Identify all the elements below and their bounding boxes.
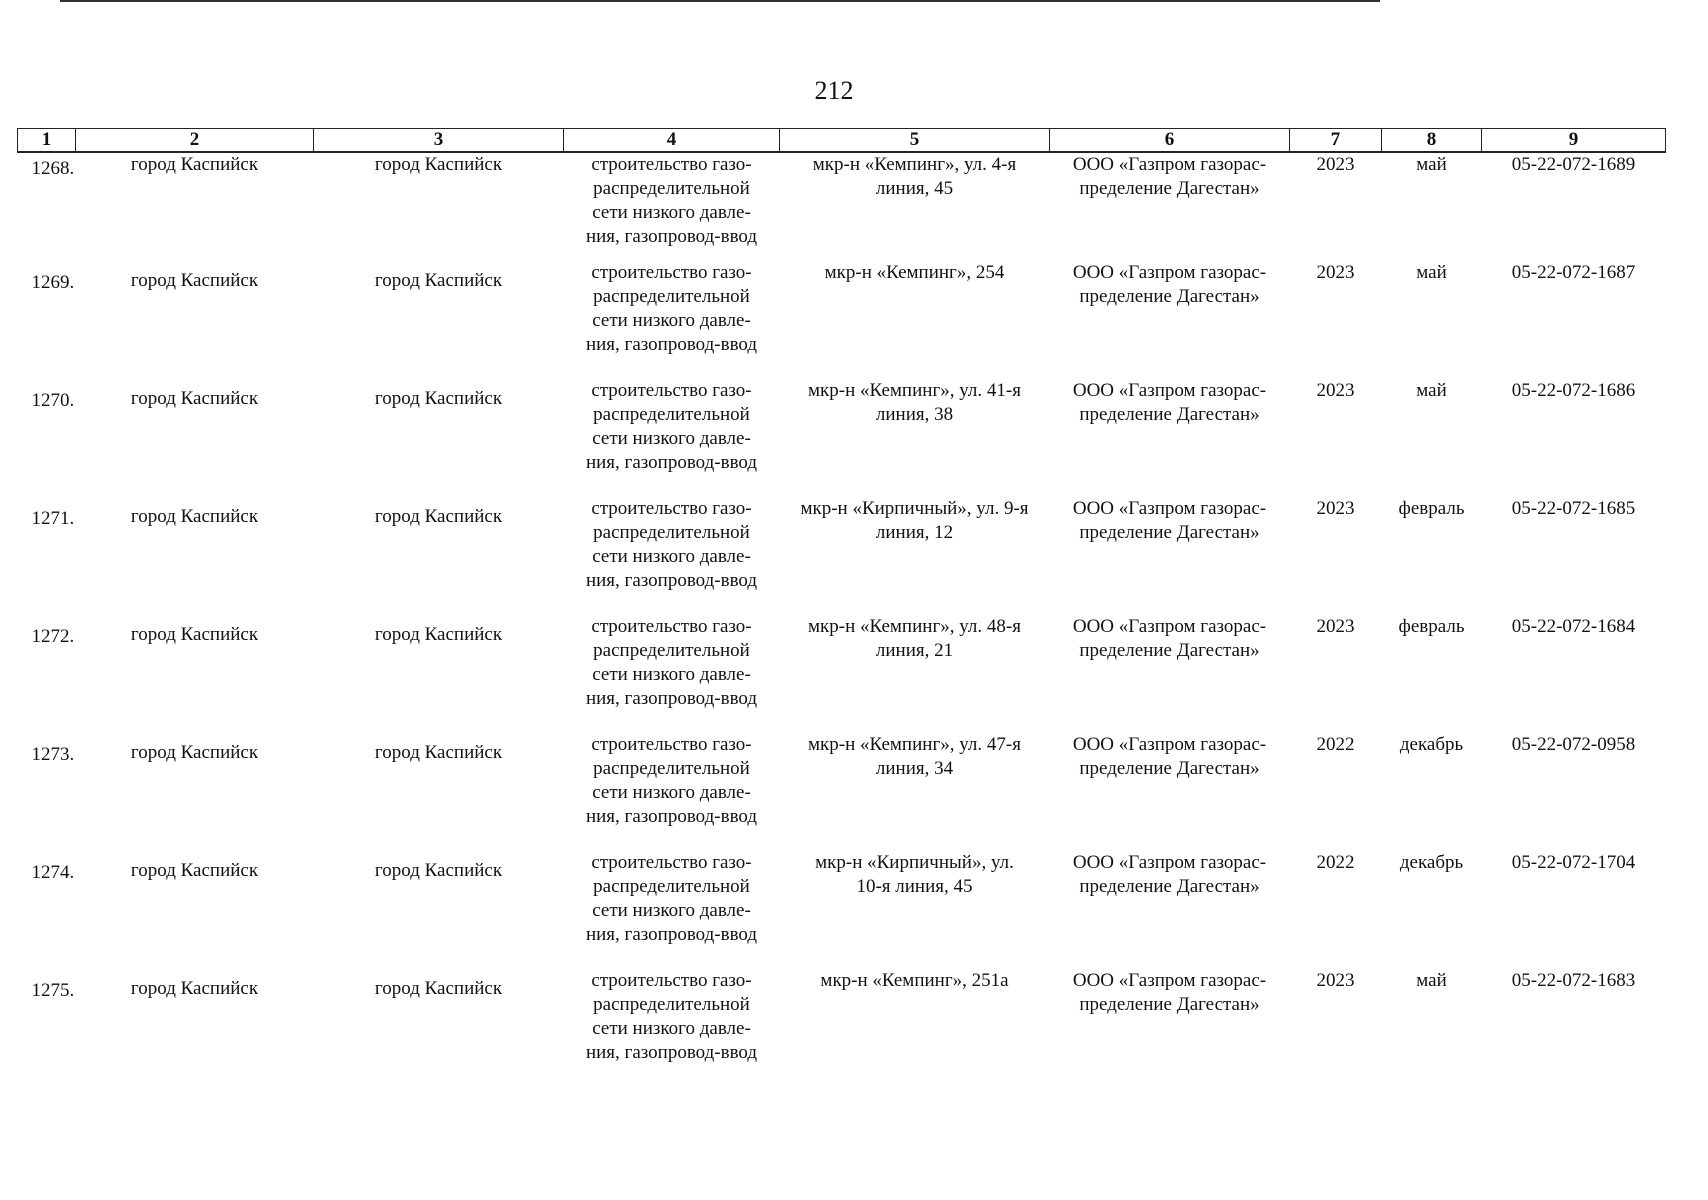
work-description-line: строительство газо- [591,380,752,401]
work-description-line: распределительной [593,876,750,897]
column-header-6: 6 [1050,129,1290,153]
district-name: город Каспийск [130,388,259,409]
column-header-8: 8 [1382,129,1482,153]
column-header-7: 7 [1290,129,1382,153]
organization [1050,613,1290,731]
column-header-3: 3 [314,129,564,153]
address-line: линия, 21 [875,640,954,661]
work-description-line: ния, газопровод-ввод [585,226,758,247]
work-description-line: сети низкого давле- [592,1018,751,1039]
registry-code: 05-22-072-1687 [1511,262,1636,283]
work-description [564,967,780,1085]
row-number: 1269. [31,272,75,293]
address-line: мкр-н «Кирпичный», ул. [815,852,1014,873]
work-description-line: распределительной [593,994,750,1015]
table-row [18,849,1666,967]
registry-code: 05-22-072-1686 [1511,380,1636,401]
work-description-line: ния, газопровод-ввод [585,334,758,355]
address-line: мкр-н «Кирпичный», ул. 9-я [800,498,1029,519]
year: 2023 [1316,262,1355,283]
settlement-name: город Каспийск [374,742,503,763]
scan-edge [60,0,1380,2]
row-number: 1272. [31,626,75,647]
organization [1050,495,1290,613]
row-number: 1270. [31,390,75,411]
table-row [18,152,1666,259]
work-description-line: строительство газо- [591,262,752,283]
year: 2022 [1316,852,1355,873]
address [780,377,1050,495]
organization [1050,152,1290,259]
year: 2023 [1316,380,1355,401]
table-row [18,259,1666,377]
registry-code: 05-22-072-0958 [1511,734,1636,755]
organization-line: пределение Дагестан» [1079,522,1260,543]
organization-line: пределение Дагестан» [1079,404,1260,425]
registry-code: 05-22-072-1704 [1511,852,1636,873]
settlement-name: город Каспийск [374,388,503,409]
organization-line: пределение Дагестан» [1079,178,1260,199]
work-description-line: ния, газопровод-ввод [585,806,758,827]
column-header-4: 4 [564,129,780,153]
settlement-name: город Каспийск [374,978,503,999]
work-description-line: сети низкого давле- [592,310,751,331]
address-line: мкр-н «Кемпинг», ул. 48-я [808,616,1021,637]
organization-line: ООО «Газпром газорас- [1072,262,1267,283]
organization-line: пределение Дагестан» [1079,640,1260,661]
table-row [18,377,1666,495]
work-description [564,377,780,495]
work-description-line: ния, газопровод-ввод [585,688,758,709]
row-number: 1271. [31,508,75,529]
address-line: мкр-н «Кемпинг», 254 [824,262,1005,283]
registry-code: 05-22-072-1689 [1511,154,1636,175]
organization-line: ООО «Газпром газорас- [1072,734,1267,755]
registry-code: 05-22-072-1684 [1511,616,1636,637]
month: май [1416,154,1447,175]
organization [1050,849,1290,967]
district-name: город Каспийск [130,860,259,881]
column-header-1: 1 [18,129,76,153]
work-description-line: распределительной [593,286,750,307]
address [780,259,1050,377]
district-name: город Каспийск [130,742,259,763]
work-description-line: ния, газопровод-ввод [585,452,758,473]
organization [1050,377,1290,495]
settlement-name: город Каспийск [374,624,503,645]
work-description-line: строительство газо- [591,154,752,175]
work-description-line: распределительной [593,178,750,199]
month: февраль [1398,616,1465,637]
address [780,495,1050,613]
work-description-line: ния, газопровод-ввод [585,924,758,945]
month: декабрь [1399,734,1464,755]
work-description-line: распределительной [593,404,750,425]
address-line: 10-я линия, 45 [856,876,973,897]
address-line: мкр-н «Кемпинг», ул. 47-я [808,734,1021,755]
address-line: линия, 38 [875,404,954,425]
organization-line: ООО «Газпром газорас- [1072,498,1267,519]
column-header-2: 2 [76,129,314,153]
organization [1050,967,1290,1085]
work-description [564,731,780,849]
table-header [18,129,1666,153]
work-description-line: сети низкого давле- [592,428,751,449]
work-description-line: сети низкого давле- [592,202,751,223]
organization-line: ООО «Газпром газорас- [1072,852,1267,873]
month: май [1416,262,1447,283]
district-name: город Каспийск [130,506,259,527]
district-name: город Каспийск [130,624,259,645]
column-header-5: 5 [780,129,1050,153]
registry-code: 05-22-072-1683 [1511,970,1636,991]
month: декабрь [1399,852,1464,873]
month: февраль [1398,498,1465,519]
address-line: мкр-н «Кемпинг», ул. 4-я [812,154,1017,175]
row-number: 1273. [31,744,75,765]
column-header-9: 9 [1482,129,1666,153]
year: 2023 [1316,154,1355,175]
work-description-line: строительство газо- [591,970,752,991]
row-number: 1275. [31,980,75,1001]
organization-line: ООО «Газпром газорас- [1072,616,1267,637]
settlement-name: город Каспийск [374,154,503,175]
organization [1050,731,1290,849]
organization [1050,259,1290,377]
work-description-line: распределительной [593,640,750,661]
organization-line: ООО «Газпром газорас- [1072,380,1267,401]
work-description-line: строительство газо- [591,498,752,519]
address [780,152,1050,259]
district-name: город Каспийск [130,978,259,999]
work-description-line: сети низкого давле- [592,900,751,921]
organization-line: пределение Дагестан» [1079,994,1260,1015]
work-description-line: распределительной [593,522,750,543]
work-description-line: ния, газопровод-ввод [585,1042,758,1063]
work-description [564,849,780,967]
work-description [564,152,780,259]
work-description-line: строительство газо- [591,852,752,873]
year: 2023 [1316,498,1355,519]
registry-code: 05-22-072-1685 [1511,498,1636,519]
work-description [564,495,780,613]
month: май [1416,380,1447,401]
year: 2023 [1316,616,1355,637]
settlement-name: город Каспийск [374,270,503,291]
year: 2022 [1316,734,1355,755]
organization-line: ООО «Газпром газорас- [1072,970,1267,991]
work-description-line: строительство газо- [591,734,752,755]
year: 2023 [1316,970,1355,991]
organization-line: пределение Дагестан» [1079,286,1260,307]
work-description-line: сети низкого давле- [592,664,751,685]
address-line: мкр-н «Кемпинг», 251а [820,970,1009,991]
work-description [564,613,780,731]
work-description-line: строительство газо- [591,616,752,637]
work-description-line: ния, газопровод-ввод [585,570,758,591]
address-line: линия, 34 [875,758,954,779]
district-name: город Каспийск [130,154,259,175]
row-number: 1274. [31,862,75,883]
settlement-name: город Каспийск [374,506,503,527]
table-row [18,613,1666,731]
register-table [17,128,1666,1085]
address-line: линия, 45 [875,178,954,199]
address [780,849,1050,967]
table-body [18,152,1666,1085]
address [780,613,1050,731]
page-number: 212 [814,76,854,105]
month: май [1416,970,1447,991]
row-number: 1268. [31,158,75,179]
address [780,731,1050,849]
organization-line: пределение Дагестан» [1079,758,1260,779]
organization-line: ООО «Газпром газорас- [1072,154,1267,175]
address [780,967,1050,1085]
work-description-line: распределительной [593,758,750,779]
work-description [564,259,780,377]
work-description-line: сети низкого давле- [592,782,751,803]
address-line: линия, 12 [875,522,954,543]
table-row [18,495,1666,613]
table-row [18,731,1666,849]
settlement-name: город Каспийск [374,860,503,881]
work-description-line: сети низкого давле- [592,546,751,567]
district-name: город Каспийск [130,270,259,291]
address-line: мкр-н «Кемпинг», ул. 41-я [808,380,1021,401]
organization-line: пределение Дагестан» [1079,876,1260,897]
table-row [18,967,1666,1085]
header-row [18,129,1666,153]
